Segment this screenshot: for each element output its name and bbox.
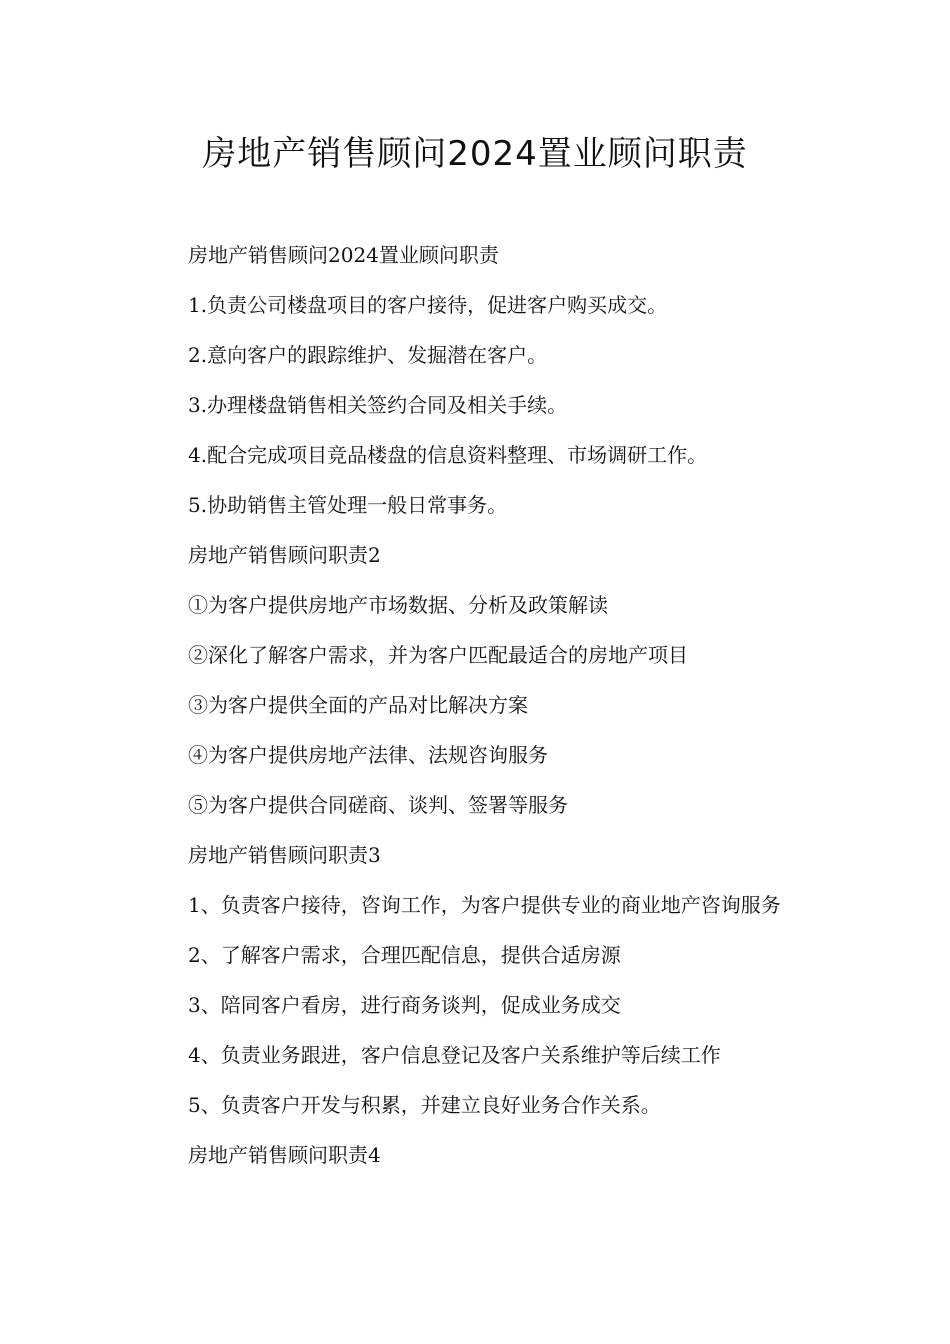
paragraph: ③为客户提供全面的产品对比解决方案	[188, 693, 528, 717]
section-heading: 房地产销售顾问职责2	[188, 543, 381, 567]
paragraph: 房地产销售顾问2024置业顾问职责	[188, 243, 499, 267]
paragraph: ②深化了解客户需求，并为客户匹配最适合的房地产项目	[188, 643, 688, 667]
paragraph: 3、陪同客户看房，进行商务谈判，促成业务成交	[188, 993, 621, 1017]
paragraph: 2.意向客户的跟踪维护、发掘潜在客户。	[188, 343, 548, 367]
section-heading: 房地产销售顾问职责4	[188, 1143, 381, 1167]
paragraph: 5.协助销售主管处理一般日常事务。	[188, 493, 508, 517]
paragraph: 3.办理楼盘销售相关签约合同及相关手续。	[188, 393, 568, 417]
paragraph: ①为客户提供房地产市场数据、分析及政策解读	[188, 593, 608, 617]
paragraph: 4、负责业务跟进，客户信息登记及客户关系维护等后续工作	[188, 1043, 721, 1067]
paragraph: 1.负责公司楼盘项目的客户接待，促进客户购买成交。	[188, 293, 668, 317]
document-body	[146, 230, 811, 1180]
paragraph: 5、负责客户开发与积累，并建立良好业务合作关系。	[188, 1093, 661, 1117]
paragraph: ④为客户提供房地产法律、法规咨询服务	[188, 743, 548, 767]
paragraph: 4.配合完成项目竞品楼盘的信息资料整理、市场调研工作。	[188, 443, 708, 467]
paragraph: ⑤为客户提供合同磋商、谈判、签署等服务	[188, 793, 568, 817]
paragraph: 1、负责客户接待，咨询工作，为客户提供专业的商业地产咨询服务	[188, 893, 781, 917]
document-title: 房地产销售顾问2024置业顾问职责	[202, 134, 748, 174]
section-heading: 房地产销售顾问职责3	[188, 843, 381, 867]
paragraph: 2、了解客户需求，合理匹配信息，提供合适房源	[188, 943, 621, 967]
